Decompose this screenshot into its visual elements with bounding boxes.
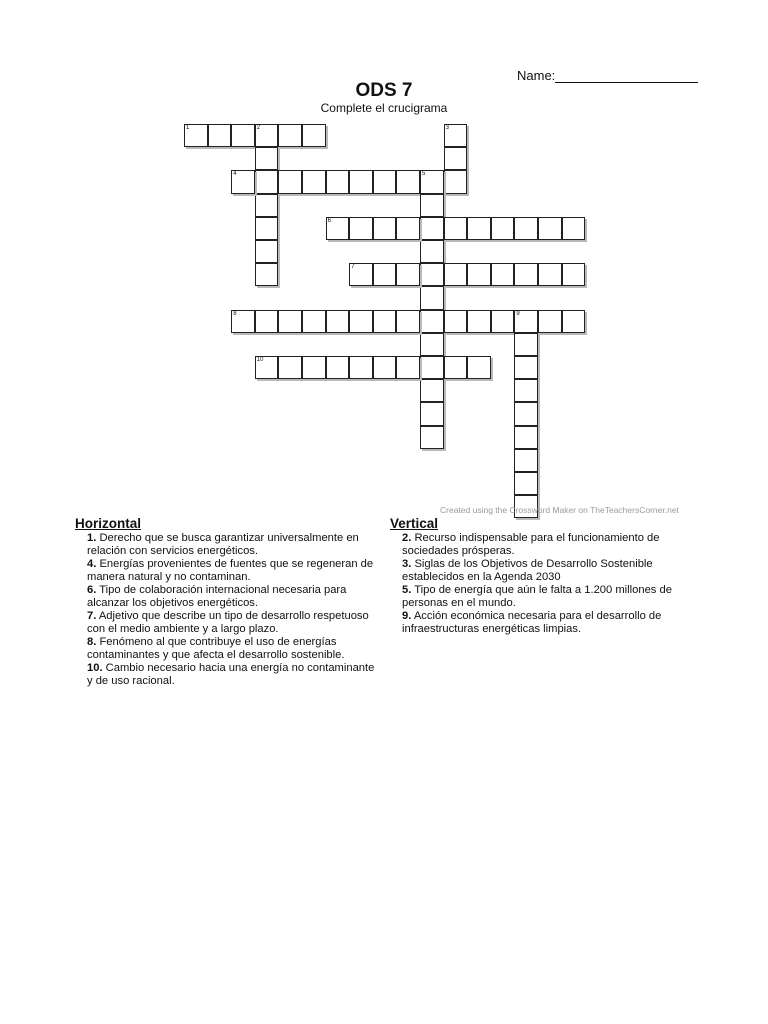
crossword-cell[interactable] bbox=[255, 124, 279, 147]
crossword-cell[interactable] bbox=[514, 333, 538, 356]
clue-number: 6 bbox=[327, 217, 331, 224]
crossword-cell[interactable] bbox=[444, 170, 468, 193]
clue-text: Fenómeno al que contribuye el uso de energías contaminantes y que afecta el desarrollo sostenible. bbox=[87, 636, 345, 661]
crossword-cell[interactable] bbox=[514, 217, 538, 240]
crossword-cell[interactable] bbox=[444, 147, 468, 170]
clue-number-label: 7. bbox=[87, 610, 97, 622]
crossword-cell[interactable] bbox=[491, 310, 515, 333]
crossword-cell[interactable] bbox=[538, 310, 562, 333]
clue-text: Recurso indispensable para el funcionamiento de sociedades prósperas. bbox=[402, 532, 660, 557]
crossword-cell[interactable] bbox=[514, 402, 538, 425]
crossword-cell[interactable] bbox=[444, 124, 468, 147]
crossword-cell[interactable] bbox=[444, 263, 468, 286]
crossword-cell[interactable] bbox=[255, 240, 279, 263]
clue-number: 9 bbox=[516, 310, 520, 317]
credit-text: Created using the Crossword Maker on TheTeachersCorner.net bbox=[440, 505, 679, 515]
crossword-cell[interactable] bbox=[373, 310, 397, 333]
crossword-cell[interactable] bbox=[278, 356, 302, 379]
clue-text: Tipo de colaboración internacional necesaria para alcanzar los objetivos energéticos. bbox=[87, 584, 347, 609]
crossword-cell[interactable] bbox=[562, 310, 586, 333]
clue-text: Adjetivo que describe un tipo de desarrollo respetuoso con el medio ambiente y a largo plazo. bbox=[87, 610, 369, 635]
crossword-cell[interactable] bbox=[255, 310, 279, 333]
crossword-cell[interactable] bbox=[396, 263, 420, 286]
clue-number: 5 bbox=[422, 171, 426, 178]
crossword-cell[interactable] bbox=[444, 217, 468, 240]
crossword-cell[interactable] bbox=[326, 170, 350, 193]
vertical-clue-list bbox=[390, 532, 690, 636]
clue-number-label: 8. bbox=[87, 636, 97, 648]
crossword-cell[interactable] bbox=[467, 310, 491, 333]
crossword-cell[interactable] bbox=[373, 170, 397, 193]
crossword-cell[interactable] bbox=[420, 379, 444, 402]
crossword-cell[interactable] bbox=[231, 124, 255, 147]
crossword-cell[interactable] bbox=[420, 426, 444, 449]
crossword-cell[interactable] bbox=[467, 356, 491, 379]
horizontal-clue bbox=[87, 610, 375, 636]
crossword-cell[interactable] bbox=[538, 217, 562, 240]
crossword-cell[interactable] bbox=[302, 310, 326, 333]
clue-number-label: 9. bbox=[402, 610, 412, 622]
horizontal-clue bbox=[87, 584, 375, 610]
crossword-cell[interactable] bbox=[514, 356, 538, 379]
crossword-cell[interactable] bbox=[255, 147, 279, 170]
horizontal-heading: Horizontal bbox=[75, 516, 141, 531]
crossword-cell[interactable] bbox=[278, 124, 302, 147]
crossword-cell[interactable] bbox=[208, 124, 232, 147]
clue-number-label: 1. bbox=[87, 532, 97, 544]
crossword-cell[interactable] bbox=[514, 263, 538, 286]
crossword-cell[interactable] bbox=[562, 263, 586, 286]
crossword-cell[interactable] bbox=[396, 356, 420, 379]
vertical-clue bbox=[402, 584, 690, 610]
horizontal-clue-list bbox=[75, 532, 375, 688]
crossword-cell[interactable] bbox=[420, 217, 444, 240]
clue-number-label: 2. bbox=[402, 532, 412, 544]
crossword-cell[interactable] bbox=[373, 356, 397, 379]
crossword-cell[interactable] bbox=[514, 310, 538, 333]
crossword-cell[interactable] bbox=[420, 356, 444, 379]
crossword-cell[interactable] bbox=[396, 217, 420, 240]
crossword-cell[interactable] bbox=[349, 217, 373, 240]
clue-number: 7 bbox=[351, 264, 355, 271]
horizontal-clues bbox=[75, 516, 375, 688]
crossword-cell[interactable] bbox=[326, 356, 350, 379]
clue-text: Tipo de energía que aún le falta a 1.200 millones de personas en el mundo. bbox=[402, 584, 672, 609]
crossword-cell[interactable] bbox=[373, 263, 397, 286]
crossword-cell[interactable] bbox=[514, 472, 538, 495]
crossword-cell[interactable] bbox=[420, 240, 444, 263]
crossword-cell[interactable] bbox=[420, 333, 444, 356]
crossword-cell[interactable] bbox=[255, 263, 279, 286]
crossword-cell[interactable] bbox=[514, 426, 538, 449]
clue-number: 4 bbox=[233, 171, 237, 178]
vertical-heading: Vertical bbox=[390, 516, 439, 531]
crossword-cell[interactable] bbox=[467, 263, 491, 286]
crossword-cell[interactable] bbox=[255, 217, 279, 240]
crossword-cell[interactable] bbox=[326, 217, 350, 240]
clue-text: Energías provenientes de fuentes que se regeneran de manera natural y no contaminan. bbox=[87, 558, 374, 583]
page-subtitle: Complete el crucigrama bbox=[320, 101, 448, 115]
crossword-cell[interactable] bbox=[184, 124, 208, 147]
horizontal-clue bbox=[87, 558, 375, 584]
crossword-cell[interactable] bbox=[255, 170, 279, 193]
crossword-cell[interactable] bbox=[396, 310, 420, 333]
crossword-cell[interactable] bbox=[491, 217, 515, 240]
crossword-cell[interactable] bbox=[255, 194, 279, 217]
crossword-cell[interactable] bbox=[420, 263, 444, 286]
clue-number-label: 4. bbox=[87, 558, 97, 570]
clue-number-label: 3. bbox=[402, 558, 412, 570]
crossword-cell[interactable] bbox=[349, 170, 373, 193]
crossword-cell[interactable] bbox=[444, 356, 468, 379]
vertical-clue bbox=[402, 558, 690, 584]
crossword-cell[interactable] bbox=[231, 170, 255, 193]
crossword-cell[interactable] bbox=[302, 356, 326, 379]
crossword-cell[interactable] bbox=[302, 124, 326, 147]
crossword-cell[interactable] bbox=[349, 356, 373, 379]
crossword-cell[interactable] bbox=[538, 263, 562, 286]
crossword-cell[interactable] bbox=[349, 263, 373, 286]
clue-text: Acción económica necesaria para el desarrollo de infraestructuras energéticas limpias. bbox=[402, 610, 662, 635]
clue-text: Derecho que se busca garantizar universalmente en relación con servicios energéticos. bbox=[87, 532, 359, 557]
crossword-cell[interactable] bbox=[349, 310, 373, 333]
vertical-clue bbox=[402, 610, 690, 636]
name-label: Name: bbox=[517, 68, 556, 83]
horizontal-clue bbox=[87, 532, 375, 558]
crossword-cell[interactable] bbox=[514, 379, 538, 402]
clue-number: 1 bbox=[186, 125, 190, 131]
clue-text: Cambio necesario hacia una energía no contaminante y de uso racional. bbox=[87, 662, 375, 687]
horizontal-clue bbox=[87, 636, 375, 662]
crossword-cell[interactable] bbox=[467, 217, 491, 240]
clue-number-label: 5. bbox=[402, 584, 412, 596]
clue-number: 2 bbox=[256, 125, 261, 131]
crossword-cell[interactable] bbox=[562, 217, 586, 240]
crossword-cell[interactable] bbox=[255, 356, 279, 379]
clue-number: 8 bbox=[233, 310, 237, 317]
crossword-cell[interactable] bbox=[278, 310, 302, 333]
horizontal-clue bbox=[87, 662, 375, 688]
crossword-cell[interactable] bbox=[420, 402, 444, 425]
crossword-cell[interactable] bbox=[420, 286, 444, 309]
crossword-cell[interactable] bbox=[420, 310, 444, 333]
crossword-cell[interactable] bbox=[231, 310, 255, 333]
vertical-clues bbox=[390, 516, 690, 636]
crossword-cell[interactable] bbox=[373, 217, 397, 240]
crossword-cell[interactable] bbox=[326, 310, 350, 333]
clue-number: 3 bbox=[445, 125, 449, 131]
crossword-cell[interactable] bbox=[278, 170, 302, 193]
clue-number-label: 6. bbox=[87, 584, 97, 596]
clue-number-label: 10. bbox=[87, 662, 103, 674]
crossword-cell[interactable] bbox=[444, 310, 468, 333]
crossword-cell[interactable] bbox=[420, 194, 444, 217]
crossword-cell[interactable] bbox=[420, 170, 444, 193]
clue-number: 10 bbox=[256, 357, 264, 363]
crossword-cell[interactable] bbox=[302, 170, 326, 193]
crossword-cell[interactable] bbox=[514, 449, 538, 472]
vertical-clue bbox=[402, 532, 690, 558]
crossword-cell[interactable] bbox=[396, 170, 420, 193]
clue-text: Siglas de los Objetivos de Desarrollo Sostenible establecidos en la Agenda 2030 bbox=[402, 558, 653, 583]
crossword-cell[interactable] bbox=[491, 263, 515, 286]
page-title: ODS 7 bbox=[355, 80, 413, 101]
